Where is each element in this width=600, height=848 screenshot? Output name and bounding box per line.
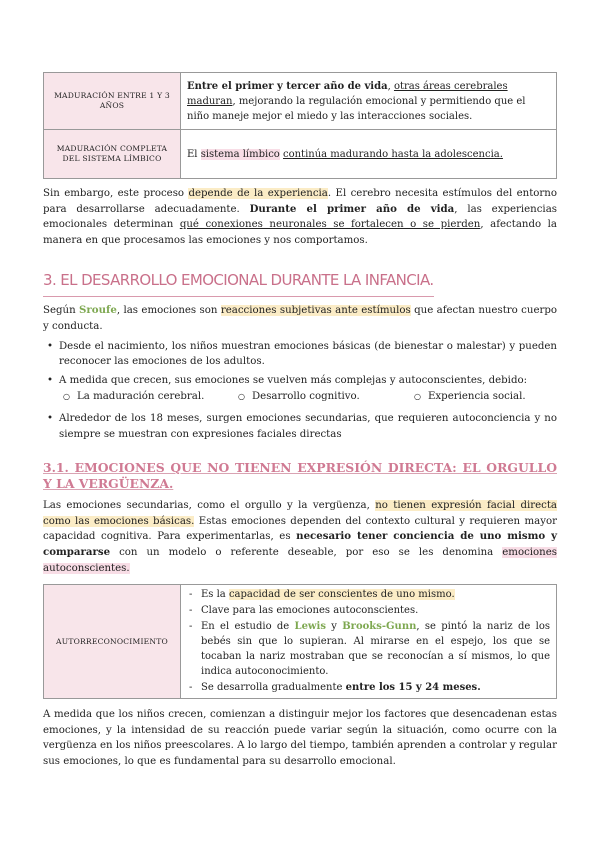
row-value: El sistema límbico continúa madurando hasta la adolescencia. — [181, 130, 557, 179]
author-name: Lewis — [294, 621, 326, 633]
dash-list — [187, 587, 550, 695]
highlight-text: emociones autoconscientes. — [43, 546, 557, 574]
row-label: MADURACIÓN COMPLETA DEL SISTEMA LÍMBICO — [44, 130, 181, 179]
highlight-text: sistema límbico — [200, 148, 280, 160]
list-item: ○ Experiencia social. — [410, 389, 526, 405]
list-item: ○ La maduración cerebral. — [59, 389, 234, 405]
table-row — [44, 130, 557, 179]
paragraph: Según Sroufe, las emociones son reacciones subjetivas ante estímulos que afectan nuestro cuerpo y conducta. — [43, 304, 557, 332]
list-item: • Desde el nacimiento, los niños muestran emociones básicas (de bienestar o malestar) y pueden reconocer las emociones de los adultos. — [43, 339, 557, 370]
paragraph: Las emociones secundarias, como el orgullo y la vergüenza, no tienen expresión facial directa como las emociones básicas. Estas emociones dependen del contexto cultural y requieren mayor capacidad cognitiva. Para experimentarlas, es necesario tener conciencia de uno mismo y compararse con un modelo o referente deseable, por eso se les denomina emociones autoconscientes. — [43, 500, 558, 574]
list-item: • A medida que crecen, sus emociones se vuelven más complejas y autoconscientes, debido: ○ La maduración cerebral. ○ Desarrollo cognitivo. ○ Experiencia social. — [43, 373, 557, 408]
table-row — [44, 73, 557, 130]
underlined-text: otras áreas cerebrales maduran — [187, 80, 508, 107]
list-item: ○ Desarrollo cognitivo. — [234, 389, 410, 405]
row-value: Entre el primer y tercer año de vida, otras áreas cerebrales maduran, mejorando la regulación emocional y permitiendo que el niño maneje mejor el miedo y las interacciones sociales. — [181, 73, 557, 130]
highlight-text: capacidad de ser conscientes de uno mismo. — [228, 589, 455, 601]
maturation-table — [43, 72, 557, 179]
section-heading: 3. EL DESARROLLO EMOCIONAL DURANTE LA INFANCIA. — [43, 268, 434, 297]
list-item: • Alrededor de los 18 meses, surgen emociones secundarias, que requieren autoconciencia y no siempre se muestran con expresiones faciales directas — [43, 411, 557, 442]
author-name: Sroufe — [79, 304, 117, 317]
table-row — [44, 585, 557, 699]
list-item: - Clave para las emociones autoconscientes. — [187, 603, 550, 618]
row-value — [181, 585, 557, 699]
row-label: AUTORRECONOCIMIENTO — [44, 585, 181, 699]
highlight-text: reacciones subjetivas ante estímulos — [220, 305, 411, 317]
highlight-text: no tienen expresión facial directa como las emociones básicas. — [43, 500, 558, 527]
paragraph: A medida que los niños crecen, comienzan a distinguir mejor los factores que desencadenan estas emociones, y la intensidad de su reacción puede variar según la situación, como ocurre con la vergüenza en los niños preescolares. A lo largo del tiempo, también aprenden a controlar y regular sus emociones, lo que es fundamental para su desarrollo emocional. — [43, 709, 557, 767]
list-item: - En el estudio de Lewis y Brooks-Gunn, se pintó la nariz de los bebés sin que lo supieran. Al mirarse en el espejo, los que se tocaban la nariz mostraban que se reconocían a sí mismos, lo que indica autoconocimiento. — [187, 619, 550, 679]
list-item: - Se desarrolla gradualmente entre los 15 y 24 meses. — [187, 680, 550, 695]
paragraph: Sin embargo, este proceso depende de la experiencia. El cerebro necesita estímulos del entorno para desarrollarse adecuadamente. Durante el primer año de vida, las experiencias emocionales determinan qué conexiones neuronales se fortalecen o se pierden, afectando la manera en que procesamos las emociones y nos comportamos. — [43, 188, 557, 246]
author-name: Brooks-Gunn — [342, 621, 417, 633]
document-page — [43, 72, 557, 769]
list-item: - Es la capacidad de ser conscientes de uno mismo. — [187, 587, 550, 602]
bullet-list — [43, 339, 557, 443]
underlined-text: continúa madurando hasta la adolescencia. — [283, 148, 503, 160]
self-recognition-table — [43, 584, 557, 699]
sub-list — [59, 389, 557, 408]
row-label: MADURACIÓN ENTRE 1 Y 3 AÑOS — [44, 73, 181, 130]
bold-text: Entre el primer y tercer año de vida — [187, 80, 388, 92]
underlined-text: qué conexiones neuronales se fortalecen o se pierden — [179, 219, 481, 231]
highlight-text: depende de la experiencia — [188, 188, 328, 199]
subsection-heading: 3.1. EMOCIONES QUE NO TIENEN EXPRESIÓN DIRECTA: EL ORGULLO Y LA VERGÜENZA. — [43, 460, 557, 492]
